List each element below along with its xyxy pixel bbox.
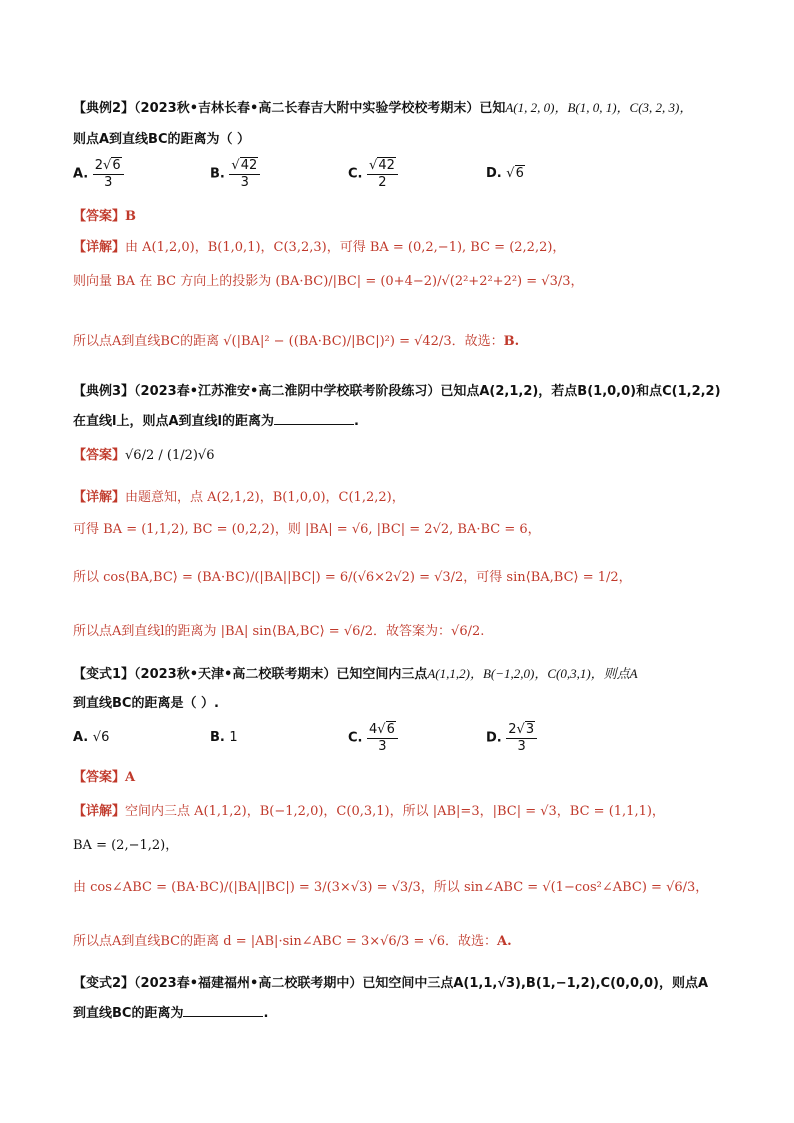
variant-1-header: 【变式1】（2023秋•天津•高二校联考期末）已知空间内三点A(1,1,2)，B(−1,2,0)，C(0,3,1)，则点A: [73, 666, 638, 682]
variant-1-option-d: D. $\frac{2√3}{3}$: [486, 722, 537, 754]
example-2-question: 则点A到直线BC的距离为（ ）: [73, 132, 251, 147]
example-3-question: 在直线l上，则点A到直线l的距离为 .: [73, 414, 359, 429]
example-2-detail-3: 所以点A到直线BC的距离 √(|BA|² − ((BA·BC)/|BC|)²) = √42/3．故选：B.: [73, 334, 520, 349]
variant-1-detail-2: BA = (2,−1,2)，: [73, 838, 179, 853]
option-a-value: $\frac{2√6}{3}$: [93, 158, 124, 190]
variant-1-detail-3: 由 cos∠ABC = (BA·BC)/(|BA||BC|) = 3/(3×√3) = √3/3，所以 sin∠ABC = √(1−cos²∠ABC) = √6/3，: [73, 880, 709, 895]
variant-1-option-b: B. 1: [210, 730, 238, 745]
example-2-answer: 【答案】B: [73, 209, 137, 224]
example-2-detail-2: 则向量 BA 在 BC 方向上的投影为 (BA·BC)/|BC| = (0+4−2)/√(2²+2²+2²) = √3/3，: [73, 274, 584, 289]
variant-1-option-c: C. $\frac{4√6}{3}$: [348, 722, 398, 754]
example-2-detail-1: 【详解】由 A(1,2,0)，B(1,0,1)，C(3,2,3)，可得 BA = (0,2,−1), BC = (2,2,2)，: [73, 240, 566, 255]
example-3-header: 【典例3】（2023春•江苏淮安•高二淮阴中学校联考阶段练习）已知点A(2,1,2)，若点B(1,0,0)和点C(1,2,2): [73, 384, 721, 399]
variant-2-header: 【变式2】（2023春•福建福州•高二校联考期中）已知空间中三点A(1,1,√3),B(1,−1,2),C(0,0,0)，则点A: [73, 976, 709, 991]
example-3-answer: 【答案】√6/2 / (1/2)√6: [73, 448, 215, 463]
option-b: B. $\frac{√42}{3}$: [210, 158, 260, 190]
example-3-detail-1: 【详解】由题意知，点 A(2,1,2)，B(1,0,0)，C(1,2,2)，: [73, 490, 405, 505]
option-c: C. $\frac{√42}{2}$: [348, 158, 398, 190]
variant-1-option-a: A. √6: [73, 730, 110, 745]
variant-1-detail-1: 【详解】空间内三点 A(1,1,2)，B(−1,2,0)，C(0,3,1)，所以 |AB|=3，|BC| = √3，BC = (1,1,1)，: [73, 804, 665, 819]
variant-1-detail-4: 所以点A到直线BC的距离 d = |AB|·sin∠ABC = 3×√6/3 = √6．故选：A.: [73, 934, 512, 949]
variant-2-question: 到直线BC的距离为 .: [73, 1006, 269, 1021]
example-3-detail-2: 可得 BA = (1,1,2), BC = (0,2,2)，则 |BA| = √6, |BC| = 2√2, BA·BC = 6，: [73, 522, 541, 537]
variant-1-question: 到直线BC的距离是（ ）.: [73, 696, 219, 711]
example-2-header: 【典例2】（2023秋•吉林长春•高二长春吉大附中实验学校校考期末）已知A(1, 2, 0)，B(1, 0, 1)，C(3, 2, 3)，: [73, 100, 693, 116]
option-a: A. $\frac{2√6}{3}$: [73, 158, 124, 190]
variant-1-answer: 【答案】A: [73, 770, 136, 785]
example-3-detail-3: 所以 cos⟨BA,BC⟩ = (BA·BC)/(|BA||BC|) = 6/(√6×2√2) = √3/2，可得 sin⟨BA,BC⟩ = 1/2，: [73, 570, 632, 585]
example-3-detail-4: 所以点A到直线l的距离为 |BA| sin⟨BA,BC⟩ = √6/2．故答案为：√6/2.: [73, 624, 485, 639]
option-d: D. √6: [486, 166, 524, 181]
